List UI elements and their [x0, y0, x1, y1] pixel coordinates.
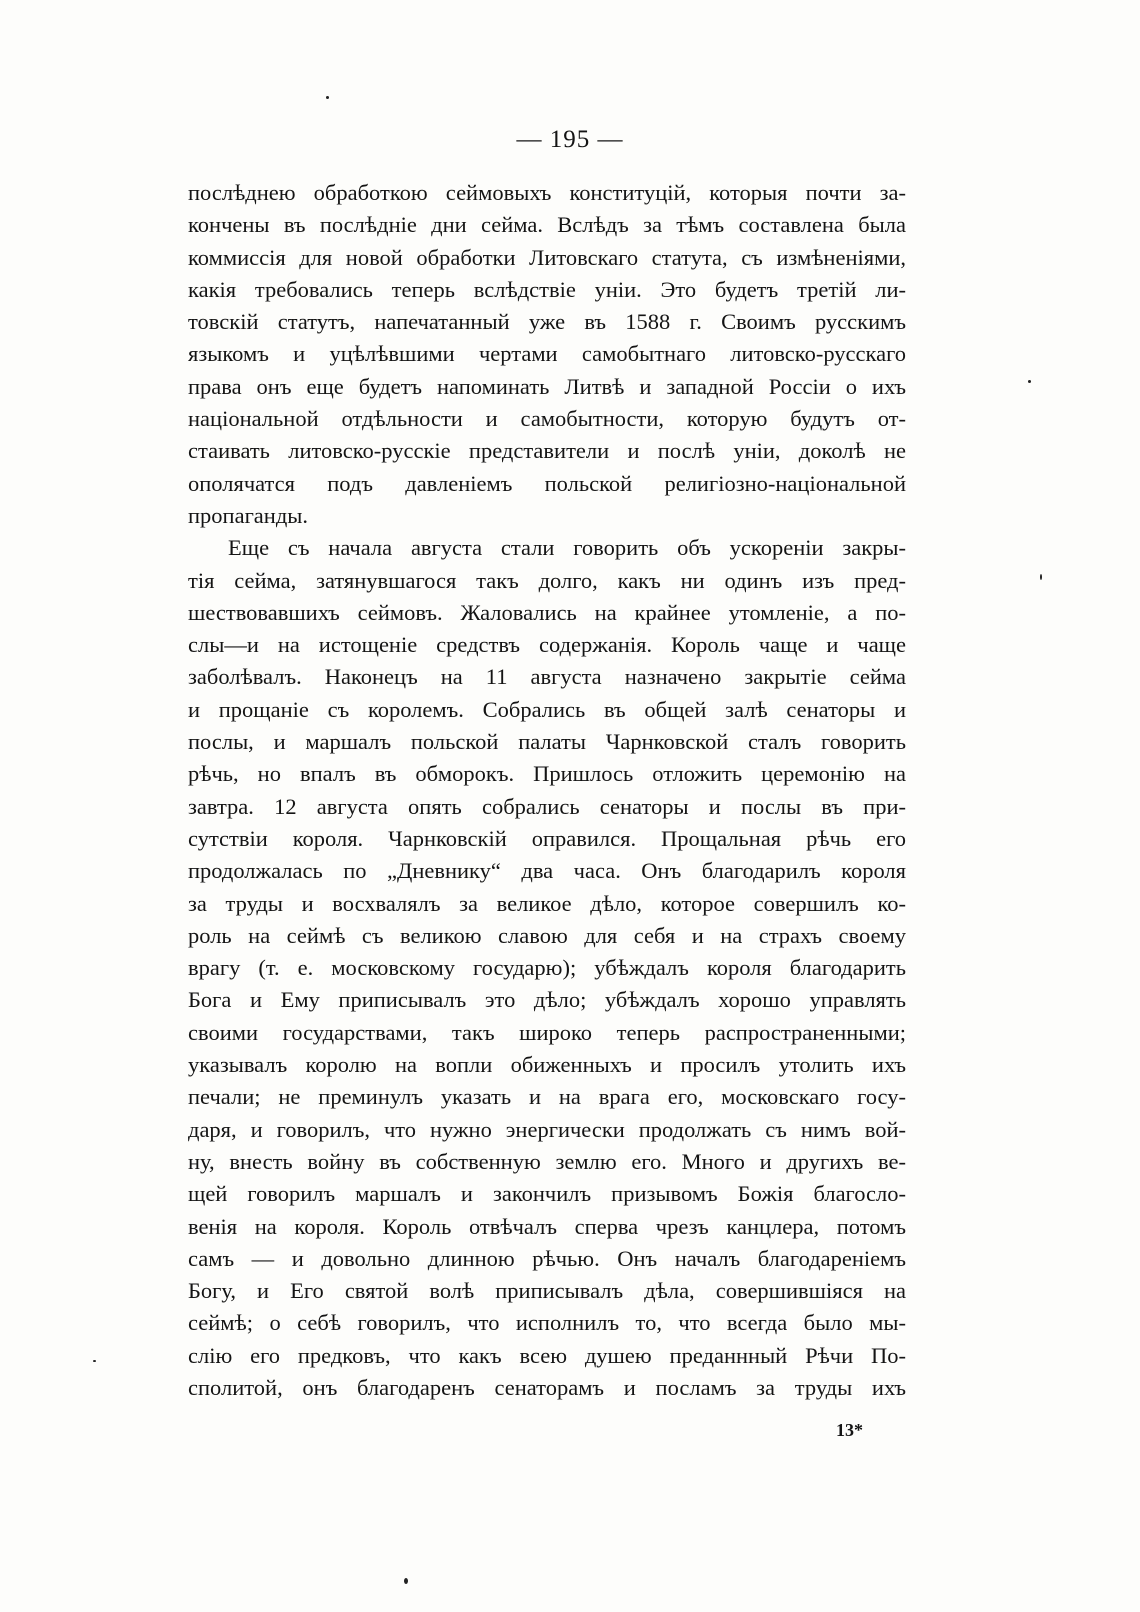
text-line: щей говорилъ маршалъ и закончилъ призывомъ Божія благосло- — [188, 1181, 906, 1207]
text-line: языкомъ и уцѣлѣвшими чертами самобытнаго литовско-русскаго — [188, 341, 906, 367]
text-line: шествовавшихъ сеймовъ. Жаловались на крайнее утомленіе, а по- — [188, 599, 906, 625]
text-line: сеймѣ; о себѣ говорилъ, что исполнилъ то, что всегда было мы- — [188, 1310, 906, 1336]
text-line: врагу (т. е. московскому государю); убѣждалъ короля благодарить — [188, 955, 906, 981]
scan-speck — [326, 96, 329, 99]
text-line: своими государствами, такъ широко теперь распространенными; — [188, 1019, 906, 1045]
body-text — [188, 177, 906, 1404]
text-line: роль на сеймѣ съ великою славою для себя и на страхъ своему — [188, 922, 906, 948]
text-line: Бога и Ему приписывалъ это дѣло; убѣждалъ хорошо управлять — [188, 987, 906, 1013]
text-line: коммиссія для новой обработки Литовскаго статута, съ измѣненіями, — [188, 244, 906, 270]
text-line: Богу, и Его святой волѣ приписывалъ дѣла, совершившіяся на — [188, 1278, 906, 1304]
text-line: права онъ еще будетъ напоминать Литвѣ и западной Россіи о ихъ — [188, 373, 906, 399]
text-line: сполитой, онъ благодаренъ сенаторамъ и посламъ за труды ихъ — [188, 1374, 906, 1400]
text-line: даря, и говорилъ, что нужно энергически продолжать съ нимъ вой- — [188, 1116, 906, 1142]
paragraph — [188, 532, 906, 1404]
text-line: пропаганды. — [188, 502, 309, 528]
text-line: товскій статутъ, напечатанный уже въ 1588 г. Своимъ русскимъ — [188, 309, 906, 335]
scan-speck — [404, 1578, 408, 1584]
text-line: тія сейма, затянувшагося такъ долго, какъ ни одинъ изъ пред- — [188, 567, 906, 593]
text-line: продолжалась по „Дневнику“ два часа. Онъ благодарилъ короля — [188, 858, 906, 884]
text-line: указывалъ королю на вопли обиженныхъ и просилъ утолить ихъ — [188, 1052, 906, 1078]
text-line: рѣчь, но впалъ въ обморокъ. Пришлось отложить церемонію на — [188, 761, 906, 787]
text-line: венія на короля. Король отвѣчалъ сперва чрезъ канцлера, потомъ — [188, 1213, 906, 1239]
text-line: ну, внесть войну въ собственную землю его. Много и другихъ ве- — [188, 1148, 906, 1174]
text-line: ополячатся подъ давленіемъ польской религіозно-національной — [188, 470, 906, 496]
scan-speck — [1028, 380, 1031, 383]
text-line: завтра. 12 августа опять собрались сенаторы и послы въ при- — [188, 793, 906, 819]
text-line: и прощаніе съ королемъ. Собрались въ общей залѣ сенаторы и — [188, 696, 906, 722]
scan-speck — [93, 1360, 96, 1362]
text-line: національной отдѣльности и самобытности, которую будутъ от- — [188, 406, 906, 432]
text-line: слы—и на истощеніе средствъ содержанія. Король чаще и чаще — [188, 632, 906, 658]
text-line: послѣднею обработкою сеймовыхъ конституцій, которыя почти за- — [188, 180, 906, 205]
page-number: — 195 — — [516, 126, 624, 153]
text-line: послы, и маршалъ польской палаты Чарнковской сталъ говорить — [188, 729, 906, 755]
text-line: самъ — и довольно длинною рѣчью. Онъ началъ благодареніемъ — [188, 1245, 906, 1271]
scan-speck — [1040, 574, 1042, 580]
text-line: Еще съ начала августа стали говорить объ ускореніи закры- — [228, 535, 906, 561]
text-line: сутствіи короля. Чарнковскій оправился. Прощальная рѣчь его — [188, 825, 906, 851]
paragraph — [188, 177, 906, 532]
text-line: за труды и восхвалялъ за великое дѣло, которое совершилъ ко- — [188, 890, 906, 916]
signature-mark: 13* — [836, 1420, 863, 1440]
text-line: заболѣвалъ. Наконецъ на 11 августа назначено закрытіе сейма — [188, 664, 906, 690]
text-line: какія требовались теперь вслѣдствіе уніи. Это будетъ третій ли- — [188, 276, 906, 302]
text-line: печали; не преминулъ указать и на врага его, московскаго госу- — [188, 1084, 906, 1110]
text-line: кончены въ послѣдніе дни сейма. Вслѣдъ за тѣмъ составлена была — [188, 212, 906, 238]
text-line: стаивать литовско-русскіе представители и послѣ уніи, доколѣ не — [188, 438, 906, 464]
text-line: слію его предковъ, что какъ всею душею преданнный Рѣчи По- — [188, 1342, 906, 1368]
